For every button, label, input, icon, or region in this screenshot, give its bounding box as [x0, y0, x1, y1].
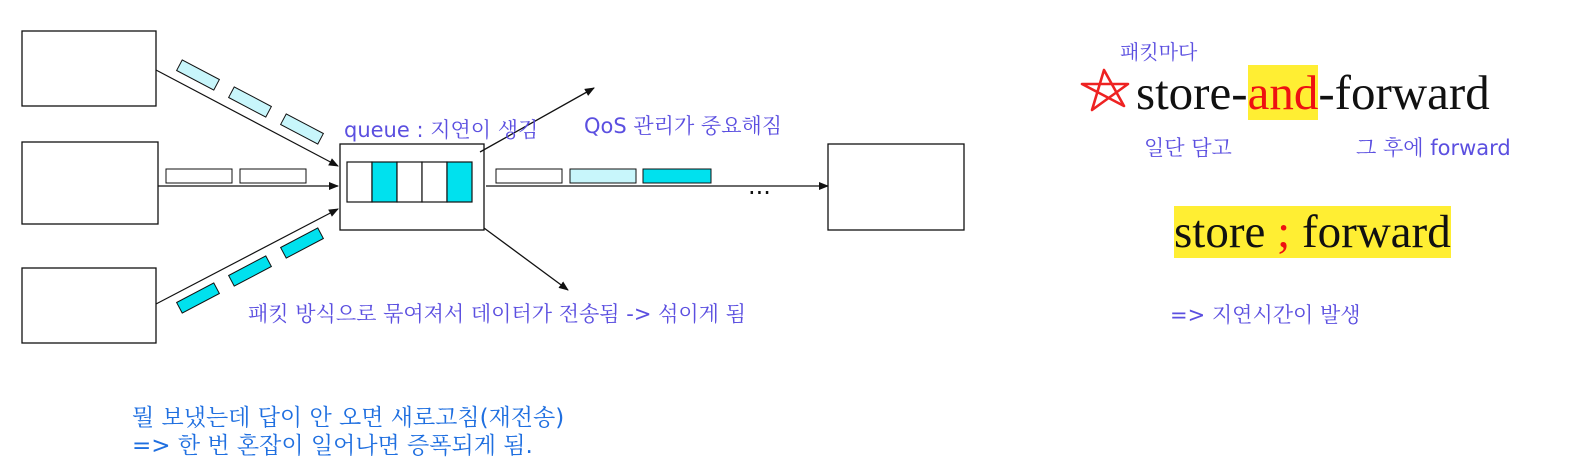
delay-note: => 지연시간이 발생: [1170, 303, 1361, 327]
store-text-2: store: [1174, 206, 1278, 258]
source-host-middle: [22, 142, 158, 224]
ellipsis: ...: [748, 172, 771, 200]
first-store-label: 일단 담고: [1144, 136, 1232, 160]
link-top: [156, 70, 338, 166]
queue-slot: [347, 162, 372, 202]
store-text: store-: [1136, 65, 1248, 120]
packet: [229, 87, 272, 117]
semicolon-text: ;: [1277, 206, 1291, 258]
queue-slot: [397, 162, 422, 202]
queue-buffer: [347, 162, 472, 202]
packet: [570, 169, 636, 183]
packet: [240, 169, 306, 183]
qos-label: QoS 관리가 중요해짐: [584, 114, 783, 138]
packet: [643, 169, 711, 183]
queue-slot: [422, 162, 447, 202]
packet: [166, 169, 232, 183]
then-forward-label: 그 후에 forward: [1356, 136, 1511, 160]
link-bottom: [156, 209, 338, 304]
queue-slot: [447, 162, 472, 202]
and-text: and: [1247, 65, 1319, 120]
store-and-forward-title: [1136, 62, 1490, 124]
store-forward-highlight: [1174, 206, 1451, 258]
congestion-note: => 한 번 혼잡이 일어나면 증폭되게 됨.: [132, 433, 533, 459]
packet: [177, 60, 220, 90]
retransmit-note: 뭘 보냈는데 답이 안 오면 새로고침(재전송): [132, 405, 565, 431]
forward-text: -forward: [1318, 65, 1490, 120]
packet: [177, 283, 220, 313]
queue-label: queue : 지연이 생김: [344, 118, 539, 142]
packet: [229, 256, 272, 286]
packet: [496, 169, 562, 183]
source-host-bottom: [22, 268, 156, 343]
queue-slot: [372, 162, 397, 202]
destination-host: [828, 144, 964, 230]
per-packet-label: 패킷마다: [1120, 40, 1198, 64]
annotation-arrow-mix: [484, 228, 568, 290]
store-forward-title: [1174, 204, 1451, 260]
packet: [281, 228, 324, 258]
forward-text-2: forward: [1290, 206, 1451, 258]
source-host-top: [22, 31, 156, 106]
star-icon: [1082, 70, 1128, 110]
packet-note: 패킷 방식으로 묶여져서 데이터가 전송됨 -> 섞이게 됨: [248, 302, 746, 326]
